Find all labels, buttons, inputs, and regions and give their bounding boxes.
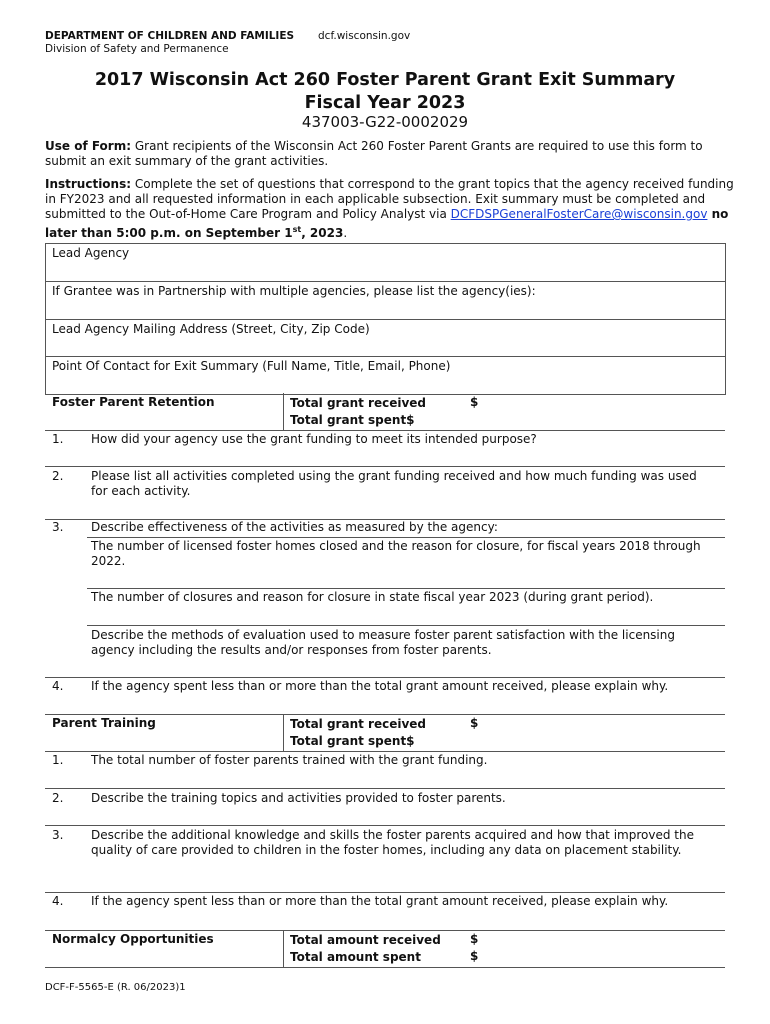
retention-question-3a[interactable]: The number of licensed foster homes closed and the reason for closure, for fiscal years 2018 through 2022.: [91, 539, 701, 568]
retention-question-4[interactable]: If the agency spent less than or more than the total grant amount received, please explain why.: [91, 679, 669, 693]
divider: [283, 714, 284, 751]
lead-agency-label: Lead Agency: [52, 246, 130, 260]
partner-agencies-label: If Grantee was in Partnership with multiple agencies, please list the agency(ies):: [52, 284, 536, 298]
divider: [45, 430, 725, 431]
training-question-4[interactable]: If the agency spent less than or more than the total grant amount received, please explain why.: [91, 894, 669, 908]
instructions-label: Instructions:: [45, 177, 132, 191]
retention-question-3c[interactable]: Describe the methods of evaluation used to measure foster parent satisfaction with the licensing agency including the results and/or responses from foster parents.: [91, 628, 675, 657]
retention-question-1[interactable]: How did your agency use the grant funding to meet its intended purpose?: [91, 432, 537, 446]
question-number: 4.: [52, 679, 64, 693]
point-of-contact-field[interactable]: [46, 357, 725, 394]
retention-spent-label: Total grant spent$: [290, 413, 415, 427]
retention-totals: [290, 395, 426, 429]
retention-question-3b[interactable]: The number of closures and reason for closure in state fiscal year 2023 (during grant period).: [91, 590, 654, 604]
normalcy-received-label: Total amount received: [290, 933, 441, 947]
agency-info-box: [45, 243, 726, 395]
retention-question-3: Describe effectiveness of the activities as measured by the agency:: [91, 520, 498, 534]
retention-section-header: [45, 393, 725, 430]
form-id-footer: DCF-F-5565-E (R. 06/2023)1: [45, 982, 186, 993]
normalcy-section-header: [45, 930, 725, 967]
deadline-text: no later than 5:00 p.m. on September 1st, 2023: [45, 207, 729, 240]
question-number: 3.: [52, 520, 64, 534]
divider: [87, 625, 725, 626]
normalcy-spent-label: Total amount spent: [290, 950, 421, 964]
department-name: DEPARTMENT OF CHILDREN AND FAMILIES: [45, 30, 295, 42]
divider: [45, 788, 725, 789]
form-title: 2017 Wisconsin Act 260 Foster Parent Grant Exit Summary: [94, 70, 676, 90]
divider: [283, 930, 284, 967]
question-number: 3.: [52, 828, 64, 842]
normalcy-spent-currency[interactable]: $: [470, 949, 479, 963]
divider: [87, 537, 725, 538]
form-subtitle: Fiscal Year 2023: [304, 93, 466, 113]
normalcy-received-currency[interactable]: $: [470, 932, 479, 946]
retention-title: Foster Parent Retention: [52, 395, 215, 409]
mailing-address-field[interactable]: [46, 320, 725, 357]
question-number: 2.: [52, 469, 64, 483]
divider: [45, 967, 725, 968]
training-question-1[interactable]: The total number of foster parents trained with the grant funding.: [91, 753, 488, 767]
question-number: 1.: [52, 432, 64, 446]
use-of-form-label: Use of Form:: [45, 139, 132, 153]
training-section-header: [45, 714, 725, 751]
question-number: 1.: [52, 753, 64, 767]
website-url: dcf.wisconsin.gov: [318, 30, 411, 42]
mailing-address-label: Lead Agency Mailing Address (Street, City, Zip Code): [52, 322, 370, 336]
training-spent-label: Total grant spent$: [290, 734, 415, 748]
divider: [45, 751, 725, 752]
divider: [87, 588, 725, 589]
training-question-2[interactable]: Describe the training topics and activities provided to foster parents.: [91, 791, 506, 805]
use-of-form: [45, 139, 735, 169]
divider: [45, 892, 725, 893]
retention-question-2[interactable]: Please list all activities completed using the grant funding received and how much funding was used for each activity.: [91, 469, 697, 498]
email-link[interactable]: DCFDSPGeneralFosterCare@wisconsin.gov: [450, 207, 708, 221]
divider: [45, 677, 725, 678]
instructions-text: Complete the set of questions that correspond to the grant topics that the agency received funding in FY2023 and all requested information in each applicable subsection. Exit summary must be completed and submitted to the Out-of-Home Care Program and Policy Analyst via: [45, 177, 734, 221]
retention-received-currency[interactable]: $: [470, 395, 479, 409]
divider: [45, 466, 725, 467]
retention-received-label: Total grant received: [290, 396, 426, 410]
divider: [283, 393, 284, 430]
divider: [45, 825, 725, 826]
partner-agencies-field[interactable]: [46, 282, 725, 320]
training-received-label: Total grant received: [290, 717, 426, 731]
question-number: 4.: [52, 894, 64, 908]
normalcy-title: Normalcy Opportunities: [52, 932, 214, 946]
lead-agency-field[interactable]: [46, 244, 725, 282]
normalcy-totals: [290, 932, 441, 966]
use-of-form-text: Grant recipients of the Wisconsin Act 260 Foster Parent Grants are required to use this form to submit an exit summary of the grant activities.: [45, 139, 703, 168]
instructions: Instructions: Complete the set of questions that correspond to the grant topics that the agency received funding in FY2023 and all requested information in each applicable subsection. Exit summary must be completed and submitted to the Out-of-Home Care Program and Policy Analyst via DCFDSPGeneralFosterCare@wisconsin.gov no later than 5:00 p.m. on September 1st, 2023.: [45, 177, 734, 240]
training-received-currency[interactable]: $: [470, 716, 479, 730]
training-question-3[interactable]: Describe the additional knowledge and skills the foster parents acquired and how that improved the quality of care provided to children in the foster homes, including any data on placement stability.: [91, 828, 694, 857]
point-of-contact-label: Point Of Contact for Exit Summary (Full Name, Title, Email, Phone): [52, 359, 451, 373]
form-number: 437003-G22-0002029: [301, 113, 469, 131]
question-number: 2.: [52, 791, 64, 805]
training-totals: [290, 716, 426, 750]
training-title: Parent Training: [52, 716, 156, 730]
division-name: Division of Safety and Permanence: [45, 43, 229, 55]
